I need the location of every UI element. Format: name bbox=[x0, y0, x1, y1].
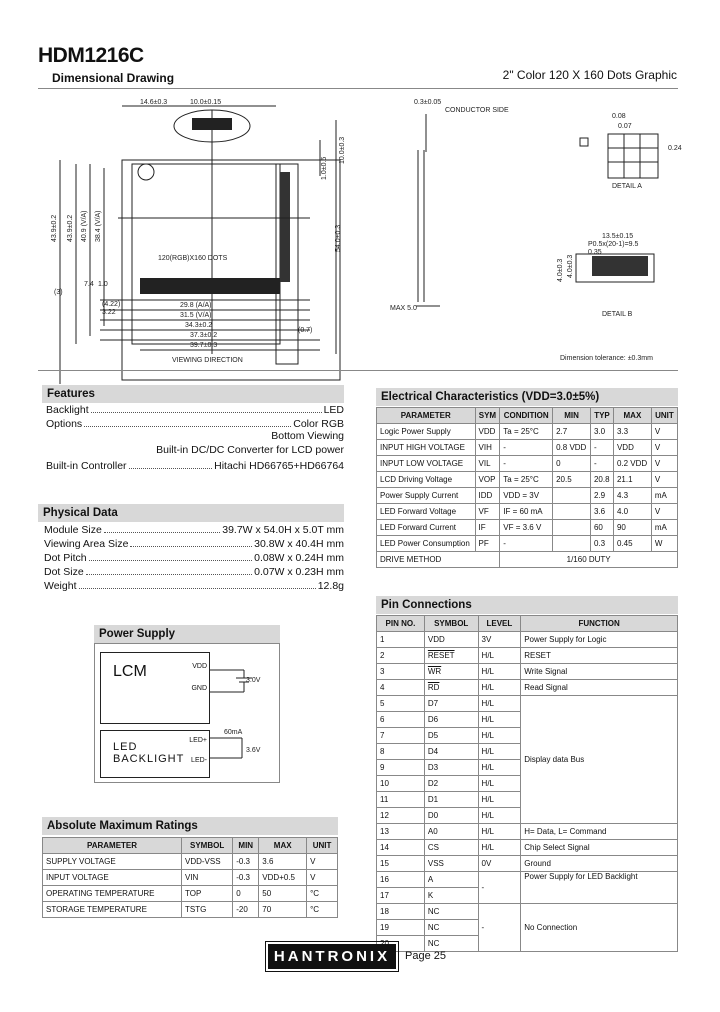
detail-a-dim-3: 0.24 bbox=[668, 145, 682, 152]
pin-level: H/L bbox=[478, 728, 521, 744]
elec-param: LCD Driving Voltage bbox=[377, 472, 476, 488]
abs-unit: V bbox=[307, 870, 338, 886]
elec-cond: VF = 3.6 V bbox=[500, 520, 553, 536]
dim-right-1: 10.0±0.3 bbox=[339, 136, 346, 164]
abs-col-symbol: SYMBOL bbox=[181, 838, 232, 854]
detail-b-left-2: 4.0±0.3 bbox=[567, 254, 574, 278]
pin-no: 16 bbox=[377, 872, 425, 888]
table-row bbox=[377, 648, 678, 664]
pin-function: No Connection bbox=[521, 904, 678, 952]
table-row bbox=[43, 854, 338, 870]
led-plus-label: LED+ bbox=[189, 737, 207, 744]
bl-voltage: 3.6V bbox=[246, 747, 261, 754]
elec-col-typ: TYP bbox=[590, 408, 613, 424]
side-dim: 0.3±0.05 bbox=[414, 99, 442, 106]
table-row bbox=[377, 520, 678, 536]
pin-function: Power Supply for Logic bbox=[521, 632, 678, 648]
detail-b-dim-3: 0.35 bbox=[588, 249, 602, 256]
pin-symbol: D0 bbox=[424, 808, 478, 824]
dim-right-2: 1.0±0.5 bbox=[321, 156, 328, 180]
table-row bbox=[377, 552, 678, 568]
pin-no: 11 bbox=[377, 792, 425, 808]
dim-bottom-8: (0.7) bbox=[298, 327, 313, 334]
table-row bbox=[43, 902, 338, 918]
dim-top-left: 14.6±0.3 bbox=[140, 99, 168, 106]
dim-bottom-1: (4.22) bbox=[102, 301, 121, 308]
detail-b-left-1: 4.0±0.3 bbox=[557, 258, 564, 282]
elec-param: INPUT LOW VOLTAGE bbox=[377, 456, 476, 472]
feature-row bbox=[46, 458, 344, 472]
pin-level: - bbox=[478, 904, 521, 952]
abs-param: OPERATING TEMPERATURE bbox=[43, 886, 182, 902]
lcm-label: LCM bbox=[113, 663, 147, 680]
elec-typ: 3.0 bbox=[590, 424, 613, 440]
header-rule bbox=[38, 88, 678, 89]
elec-max: 3.3 bbox=[613, 424, 651, 440]
elec-sym: VOP bbox=[475, 472, 500, 488]
detail-b-label: DETAIL B bbox=[602, 311, 633, 318]
table-row bbox=[377, 632, 678, 648]
elec-cond: - bbox=[500, 536, 553, 552]
pin-no: 3 bbox=[377, 664, 425, 680]
elec-cond: - bbox=[500, 440, 553, 456]
dim-bottom-5: 34.3±0.2 bbox=[185, 322, 213, 329]
elec-min: 2.7 bbox=[553, 424, 591, 440]
elec-min: 0.8 VDD bbox=[553, 440, 591, 456]
abs-symbol: VIN bbox=[181, 870, 232, 886]
pin-no: 14 bbox=[377, 840, 425, 856]
elec-max: 0.45 bbox=[613, 536, 651, 552]
dim-left-1: 43.9±0.2 bbox=[51, 214, 58, 242]
abs-max-table bbox=[42, 837, 338, 918]
pin-no: 18 bbox=[377, 904, 425, 920]
pin-level: H/L bbox=[478, 840, 521, 856]
elec-max: VDD bbox=[613, 440, 651, 456]
pin-symbol: $\overline{RD}$ bbox=[424, 680, 478, 696]
elec-typ: - bbox=[590, 456, 613, 472]
bl-label: LED BACKLIGHT bbox=[113, 741, 185, 765]
pin-level: H/L bbox=[478, 760, 521, 776]
pin-level: H/L bbox=[478, 664, 521, 680]
feature-value: LED bbox=[323, 404, 344, 416]
dimensional-drawing bbox=[40, 92, 680, 372]
hantronix-logo: HANTRONIX bbox=[268, 944, 396, 969]
feature-row bbox=[46, 402, 344, 416]
abs-symbol: VDD-VSS bbox=[181, 854, 232, 870]
pin-symbol: NC bbox=[424, 936, 478, 952]
dim-small-2: 7.4 bbox=[84, 281, 94, 288]
pin-symbol: NC bbox=[424, 920, 478, 936]
pin-no: 13 bbox=[377, 824, 425, 840]
pin-no: 12 bbox=[377, 808, 425, 824]
drawing-rule bbox=[38, 370, 678, 371]
electrical-heading: Electrical Characteristics (VDD=3.0±5%) bbox=[376, 388, 678, 406]
dim-small-1: (3) bbox=[54, 289, 63, 296]
power-heading: Power Supply bbox=[94, 625, 280, 643]
table-row bbox=[377, 456, 678, 472]
elec-min bbox=[553, 536, 591, 552]
table-row bbox=[377, 472, 678, 488]
table-row bbox=[377, 856, 678, 872]
feature-row bbox=[46, 416, 344, 430]
dim-bottom-7: 39.7±0.3 bbox=[190, 342, 218, 349]
pin-symbol: A0 bbox=[424, 824, 478, 840]
center-text: 120(RGB)X160 DOTS bbox=[158, 255, 228, 262]
product-description: 2" Color 120 X 160 Dots Graphic bbox=[502, 68, 677, 82]
pin-level: H/L bbox=[478, 648, 521, 664]
pin-symbol: D2 bbox=[424, 776, 478, 792]
pin-symbol: VDD bbox=[424, 632, 478, 648]
abs-unit: V bbox=[307, 854, 338, 870]
conductor-side: CONDUCTOR SIDE bbox=[445, 107, 509, 114]
elec-unit: mA bbox=[651, 488, 677, 504]
table-row bbox=[377, 824, 678, 840]
elec-min: 0 bbox=[553, 456, 591, 472]
elec-unit: V bbox=[651, 424, 677, 440]
elec-param: LED Forward Current bbox=[377, 520, 476, 536]
elec-unit: V bbox=[651, 456, 677, 472]
pin-no: 17 bbox=[377, 888, 425, 904]
dim-bottom-4: 31.5 (V/A) bbox=[180, 312, 212, 319]
pin-no: 9 bbox=[377, 760, 425, 776]
pin-level: 3V bbox=[478, 632, 521, 648]
dim-bottom-6: 37.3±0.2 bbox=[190, 332, 218, 339]
pin-no: 7 bbox=[377, 728, 425, 744]
physical-row bbox=[44, 522, 344, 536]
viewing-direction: VIEWING DIRECTION bbox=[172, 357, 243, 364]
abs-min: -0.3 bbox=[233, 854, 259, 870]
physical-label: Dot Size bbox=[44, 566, 84, 578]
pin-level: H/L bbox=[478, 712, 521, 728]
electrical-table bbox=[376, 407, 678, 568]
elec-param: Power Supply Current bbox=[377, 488, 476, 504]
pin-table bbox=[376, 615, 678, 952]
elec-min: 20.5 bbox=[553, 472, 591, 488]
pin-function: Power Supply for LED Backlight bbox=[521, 872, 678, 904]
physical-label: Module Size bbox=[44, 524, 102, 536]
physical-row bbox=[44, 578, 344, 592]
abs-max: 3.6 bbox=[259, 854, 307, 870]
pin-level: H/L bbox=[478, 680, 521, 696]
abs-max-heading: Absolute Maximum Ratings bbox=[42, 817, 338, 835]
pin-no: 10 bbox=[377, 776, 425, 792]
pin-symbol: D4 bbox=[424, 744, 478, 760]
physical-heading: Physical Data bbox=[38, 504, 344, 522]
abs-unit: °C bbox=[307, 886, 338, 902]
elec-cond: IF = 60 mA bbox=[500, 504, 553, 520]
tolerance-note: Dimension tolerance: ±0.3mm bbox=[560, 355, 653, 362]
bl-current: 60mA bbox=[224, 729, 243, 736]
pin-symbol: $\overline{WR}$ bbox=[424, 664, 478, 680]
feature-value: Color RGB bbox=[293, 418, 344, 430]
table-row bbox=[377, 440, 678, 456]
pin-symbol: NC bbox=[424, 904, 478, 920]
lcd-ic bbox=[280, 172, 290, 282]
elec-param: Logic Power Supply bbox=[377, 424, 476, 440]
elec-sym: VF bbox=[475, 504, 500, 520]
physical-row bbox=[44, 536, 344, 550]
pin-level: - bbox=[478, 872, 521, 904]
abs-col-unit: UNIT bbox=[307, 838, 338, 854]
dim-left-4: 38.4 (V/A) bbox=[95, 210, 102, 242]
elec-max: 90 bbox=[613, 520, 651, 536]
abs-min: 0 bbox=[233, 886, 259, 902]
abs-min: -20 bbox=[233, 902, 259, 918]
elec-col-min: MIN bbox=[553, 408, 591, 424]
elec-min bbox=[553, 504, 591, 520]
elec-unit: V bbox=[651, 472, 677, 488]
pin-function: Display data Bus bbox=[521, 696, 678, 824]
pin-no: 19 bbox=[377, 920, 425, 936]
pin-function: Chip Select Signal bbox=[521, 840, 678, 856]
section-title: Dimensional Drawing bbox=[52, 71, 175, 85]
abs-max: VDD+0.5 bbox=[259, 870, 307, 886]
abs-col-param: PARAMETER bbox=[43, 838, 182, 854]
pins-heading: Pin Connections bbox=[376, 596, 678, 614]
elec-typ: 20.8 bbox=[590, 472, 613, 488]
elec-sym: VDD bbox=[475, 424, 500, 440]
pin-col-function: FUNCTION bbox=[521, 616, 678, 632]
drive-method-label: DRIVE METHOD bbox=[377, 552, 500, 568]
dim-left-3: 40.9 (V/A) bbox=[81, 210, 88, 242]
backlight-box bbox=[100, 730, 210, 778]
page-number: Page 25 bbox=[405, 950, 446, 962]
elec-col-condition: CONDITION bbox=[500, 408, 553, 424]
drive-method-value: 1/160 DUTY bbox=[500, 552, 678, 568]
pin-function: Ground bbox=[521, 856, 678, 872]
elec-col-max: MAX bbox=[613, 408, 651, 424]
dim-small-3: 1.0 bbox=[98, 281, 108, 288]
pin-symbol: RESET bbox=[424, 648, 478, 664]
physical-value: 30.8W x 40.4H mm bbox=[254, 538, 344, 550]
elec-param: INPUT HIGH VOLTAGE bbox=[377, 440, 476, 456]
detail-a-dim-1: 0.08 bbox=[612, 113, 626, 120]
physical-value: 0.07W x 0.23H mm bbox=[254, 566, 344, 578]
detail-b-dim-1: 13.5±0.15 bbox=[602, 233, 634, 240]
vdd-label: VDD bbox=[192, 663, 207, 670]
pin-function: Write Signal bbox=[521, 664, 678, 680]
pin-level: H/L bbox=[478, 824, 521, 840]
led-minus-label: LED- bbox=[191, 757, 207, 764]
dim-bottom-2: 3.22 bbox=[102, 309, 116, 316]
elec-param: LED Forward Voltage bbox=[377, 504, 476, 520]
physical-value: 0.08W x 0.24H mm bbox=[254, 552, 344, 564]
elec-sym: IDD bbox=[475, 488, 500, 504]
pin-level: H/L bbox=[478, 744, 521, 760]
pin-symbol: D5 bbox=[424, 728, 478, 744]
pin-symbol: D7 bbox=[424, 696, 478, 712]
table-row bbox=[377, 504, 678, 520]
table-row bbox=[43, 870, 338, 886]
elec-typ: 60 bbox=[590, 520, 613, 536]
feature-label: Built-in Controller bbox=[46, 460, 127, 472]
dim-left-2: 43.9±0.2 bbox=[67, 214, 74, 242]
abs-symbol: TOP bbox=[181, 886, 232, 902]
pin-no: 6 bbox=[377, 712, 425, 728]
pin-no: 5 bbox=[377, 696, 425, 712]
features-heading: Features bbox=[42, 385, 344, 403]
pin-no: 15 bbox=[377, 856, 425, 872]
elec-max: 21.1 bbox=[613, 472, 651, 488]
abs-max: 50 bbox=[259, 886, 307, 902]
feature-label: Backlight bbox=[46, 404, 89, 416]
elec-cond: VDD = 3V bbox=[500, 488, 553, 504]
elec-max: 4.3 bbox=[613, 488, 651, 504]
abs-param: SUPPLY VOLTAGE bbox=[43, 854, 182, 870]
elec-cond: Ta = 25°C bbox=[500, 424, 553, 440]
table-row bbox=[43, 886, 338, 902]
physical-row bbox=[44, 550, 344, 564]
table-row bbox=[377, 904, 678, 920]
gnd-label: GND bbox=[191, 685, 207, 692]
table-row bbox=[377, 536, 678, 552]
physical-row bbox=[44, 564, 344, 578]
pin-symbol: VSS bbox=[424, 856, 478, 872]
dim-right-3: 54.0±0.3 bbox=[335, 224, 342, 252]
elec-unit: W bbox=[651, 536, 677, 552]
pin-no: 2 bbox=[377, 648, 425, 664]
pin-no: 1 bbox=[377, 632, 425, 648]
detail-a-dim-2: 0.07 bbox=[618, 123, 632, 130]
abs-param: INPUT VOLTAGE bbox=[43, 870, 182, 886]
pin-function: Read Signal bbox=[521, 680, 678, 696]
pin-level: H/L bbox=[478, 808, 521, 824]
elec-col-param: PARAMETER bbox=[377, 408, 476, 424]
elec-sym: PF bbox=[475, 536, 500, 552]
pin-symbol: K bbox=[424, 888, 478, 904]
top-flex bbox=[192, 118, 232, 130]
elec-min bbox=[553, 520, 591, 536]
lcm-box bbox=[100, 652, 210, 724]
elec-unit: V bbox=[651, 504, 677, 520]
elec-unit: mA bbox=[651, 520, 677, 536]
pin-no: 4 bbox=[377, 680, 425, 696]
elec-min bbox=[553, 488, 591, 504]
elec-max: 0.2 VDD bbox=[613, 456, 651, 472]
physical-value: 39.7W x 54.0H x 5.0T mm bbox=[222, 524, 344, 536]
elec-sym: VIH bbox=[475, 440, 500, 456]
pin-level: 0V bbox=[478, 856, 521, 872]
feature-continuation: Built-in DC/DC Converter for LCD power bbox=[156, 444, 344, 456]
physical-value: 12.8g bbox=[317, 580, 344, 592]
pin-level: H/L bbox=[478, 696, 521, 712]
elec-param: LED Power Consumption bbox=[377, 536, 476, 552]
elec-col-sym: SYM bbox=[475, 408, 500, 424]
feature-continuation: Bottom Viewing bbox=[271, 430, 344, 442]
pin-symbol: A bbox=[424, 872, 478, 888]
elec-typ: 0.3 bbox=[590, 536, 613, 552]
abs-max: 70 bbox=[259, 902, 307, 918]
pin-col-no: PIN NO. bbox=[377, 616, 425, 632]
abs-unit: °C bbox=[307, 902, 338, 918]
table-row bbox=[377, 840, 678, 856]
pin-symbol: D6 bbox=[424, 712, 478, 728]
physical-label: Viewing Area Size bbox=[44, 538, 129, 550]
elec-unit: V bbox=[651, 440, 677, 456]
elec-col-unit: UNIT bbox=[651, 408, 677, 424]
detail-b-dim-2: P0.5x(20-1)=9.5 bbox=[588, 241, 639, 248]
abs-symbol: TSTG bbox=[181, 902, 232, 918]
power-wiring bbox=[210, 652, 280, 780]
pin-symbol: D3 bbox=[424, 760, 478, 776]
abs-min: -0.3 bbox=[233, 870, 259, 886]
table-row bbox=[377, 424, 678, 440]
elec-cond: - bbox=[500, 456, 553, 472]
feature-value: Hitachi HD66765+HD66764 bbox=[214, 460, 344, 472]
elec-typ: 2.9 bbox=[590, 488, 613, 504]
elec-cond: Ta = 25°C bbox=[500, 472, 553, 488]
pin-col-symbol: SYMBOL bbox=[424, 616, 478, 632]
supply-voltage: 3.0V bbox=[246, 677, 261, 684]
pin-col-level: LEVEL bbox=[478, 616, 521, 632]
model-title: HDM1216C bbox=[38, 44, 144, 67]
pin-level: H/L bbox=[478, 792, 521, 808]
detail-b-pads bbox=[592, 256, 648, 276]
abs-param: STORAGE TEMPERATURE bbox=[43, 902, 182, 918]
physical-label: Dot Pitch bbox=[44, 552, 87, 564]
table-row bbox=[377, 680, 678, 696]
abs-col-min: MIN bbox=[233, 838, 259, 854]
pin-no: 8 bbox=[377, 744, 425, 760]
elec-sym: VIL bbox=[475, 456, 500, 472]
physical-label: Weight bbox=[44, 580, 77, 592]
table-row bbox=[377, 696, 678, 712]
table-row bbox=[377, 872, 678, 888]
pin-symbol: CS bbox=[424, 840, 478, 856]
feature-label: Options bbox=[46, 418, 83, 430]
detail-a-label: DETAIL A bbox=[612, 183, 642, 190]
abs-col-max: MAX bbox=[259, 838, 307, 854]
pin-function: H= Data, L= Command bbox=[521, 824, 678, 840]
pin-symbol: D1 bbox=[424, 792, 478, 808]
fpc-connector bbox=[140, 278, 280, 294]
max-thickness: MAX 5.0 bbox=[390, 305, 417, 312]
elec-typ: - bbox=[590, 440, 613, 456]
elec-max: 4.0 bbox=[613, 504, 651, 520]
dim-bottom-3: 29.8 (A/A) bbox=[180, 302, 212, 309]
dim-top-right: 10.0±0.15 bbox=[190, 99, 222, 106]
elec-typ: 3.6 bbox=[590, 504, 613, 520]
table-row bbox=[377, 488, 678, 504]
table-row bbox=[377, 664, 678, 680]
elec-sym: IF bbox=[475, 520, 500, 536]
pin-function: RESET bbox=[521, 648, 678, 664]
pin-level: H/L bbox=[478, 776, 521, 792]
